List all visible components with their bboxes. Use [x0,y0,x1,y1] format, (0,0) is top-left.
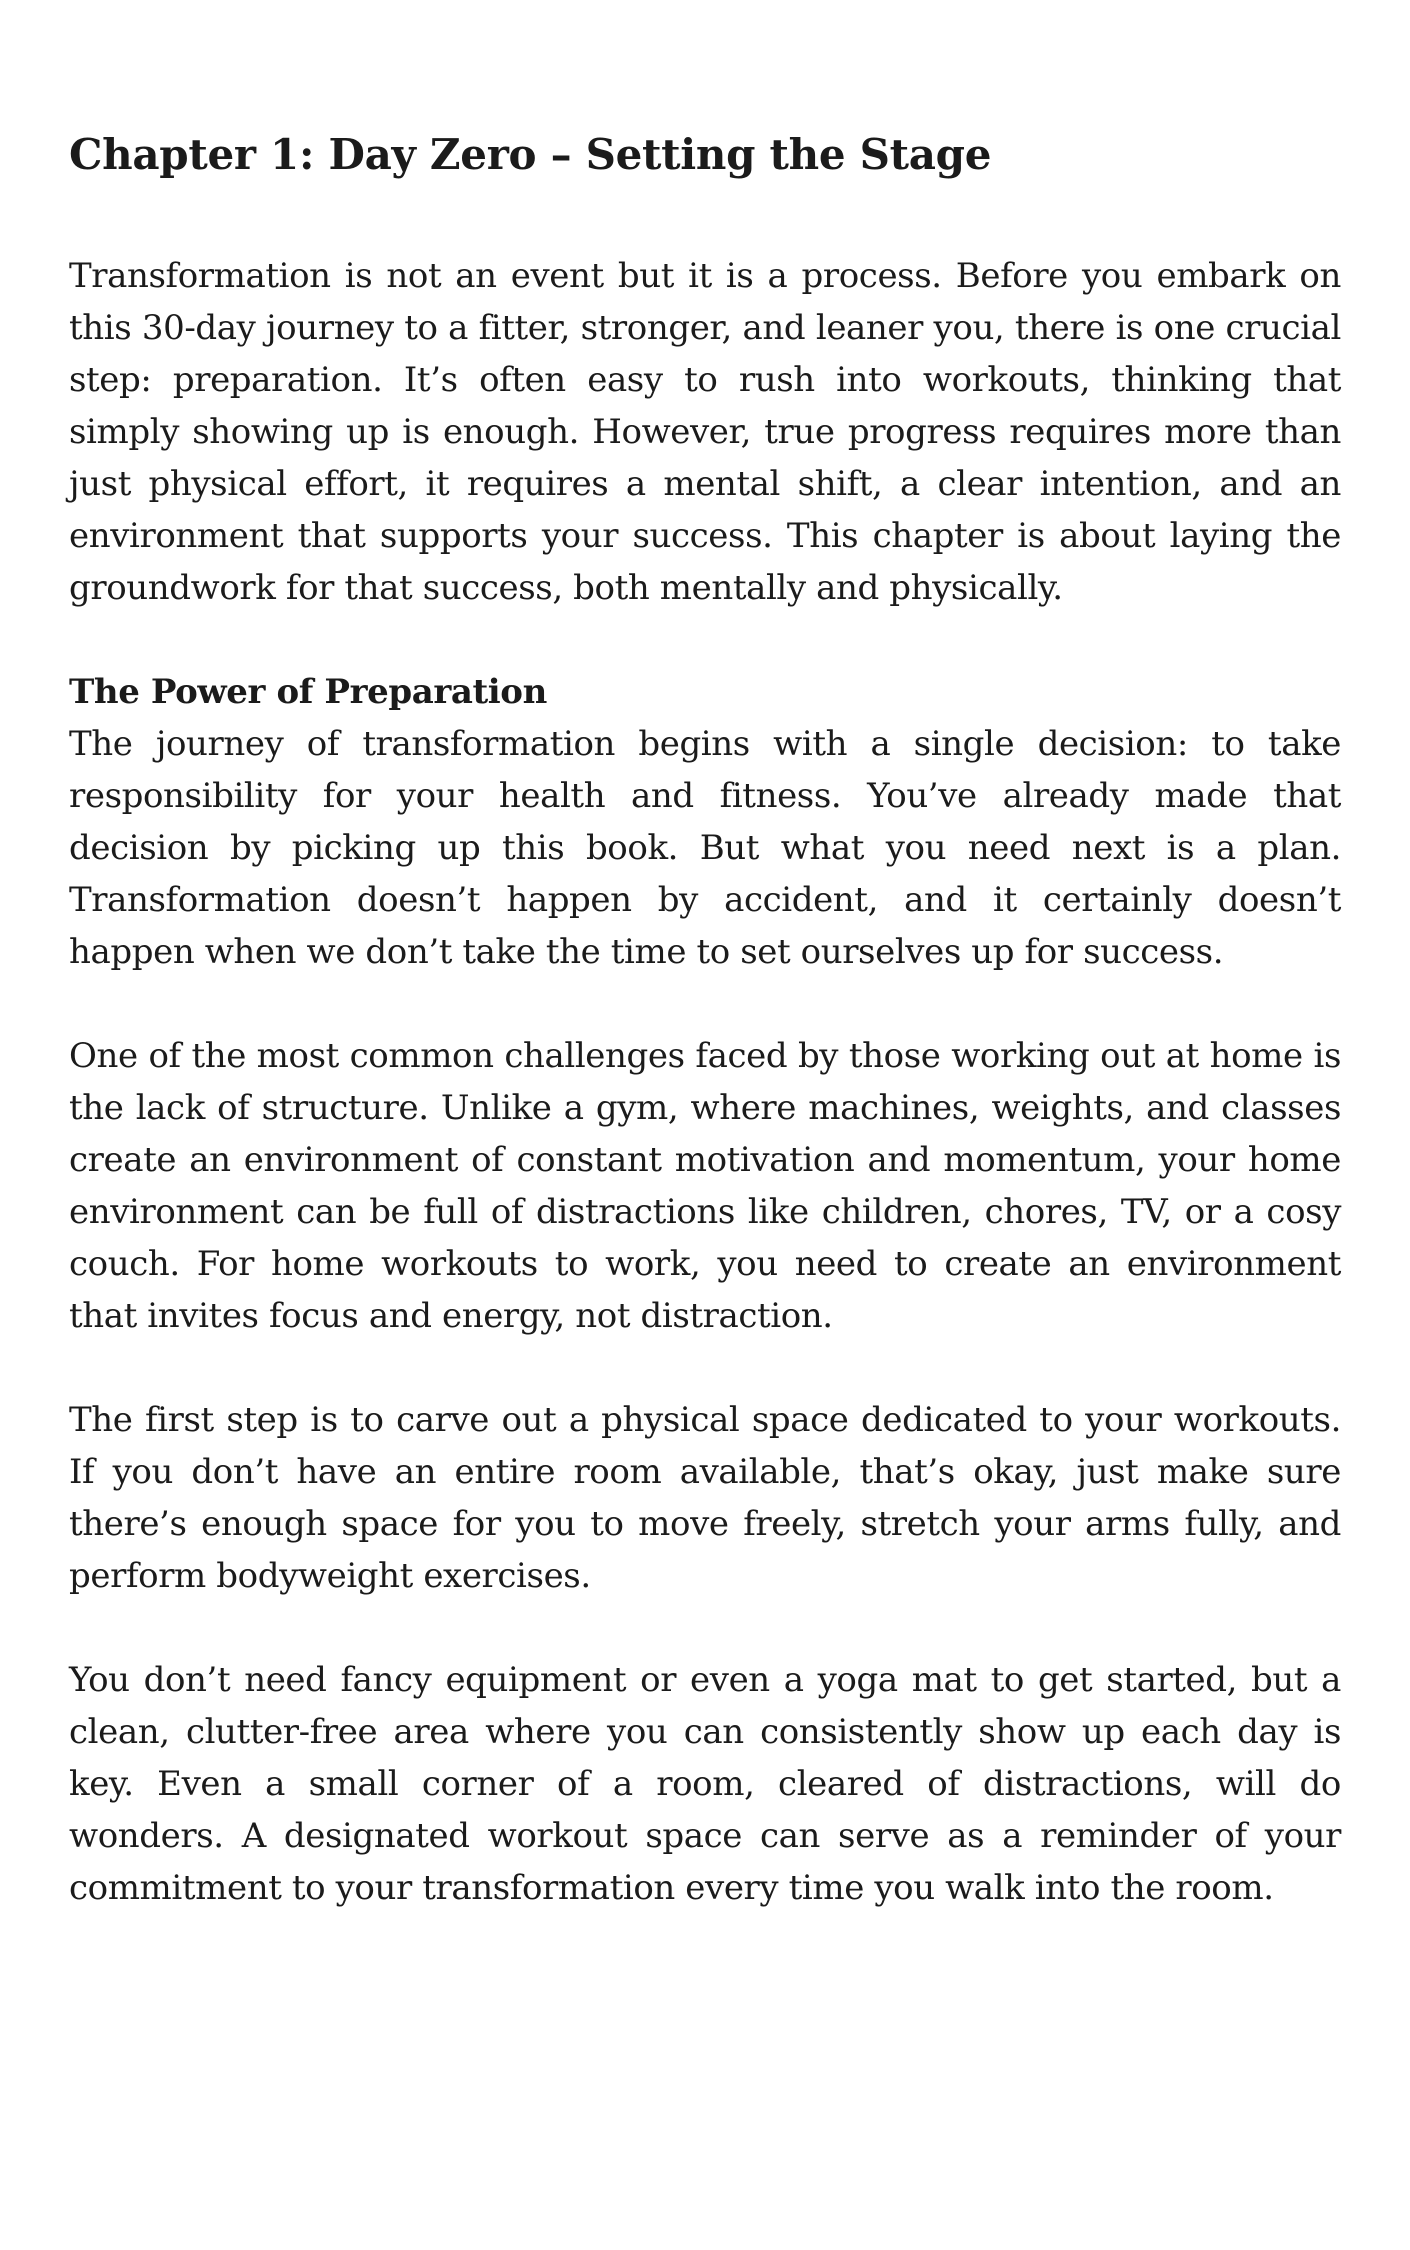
body-paragraph: One of the most common challenges faced by those working out at home is the lack of structure. Unlike a gym, where machines, weights, and classes create an environment of constant motivation and momentum, your home environment can be full of distractions like children, chores, TV, or a cosy couch. For home workouts to work, you need to create an environment that invites focus and energy, not distraction. [69,1036,1341,1336]
body-paragraph: You don’t need fancy equipment or even a yoga mat to get started, but a clean, clutter-free area where you can consistently show up each day is key. Even a small corner of a room, cleared of distractions, will do wonders. A designated workout space can serve as a reminder of your commitment to your transformation every time you walk into the room. [69,1660,1341,1908]
section-heading: The Power of Preparation [69,672,547,712]
chapter-title: Chapter 1: Day Zero – Setting the Stage [69,130,992,179]
body-paragraph: The journey of transformation begins with a single decision: to take responsibility for your health and fitness. You’ve already made that decision by picking up this book. But what you need next is a plan. Transformation doesn’t happen by accident, and it certainly doesn’t happen when we don’t take the time to set ourselves up for success. [69,724,1341,972]
intro-paragraph: Transformation is not an event but it is a process. Before you embark on this 30-day journey to a fitter, stronger, and leaner you, there is one crucial step: preparation. It’s often easy to rush into workouts, thinking that simply showing up is enough. However, true progress requires more than just physical effort, it requires a mental shift, a clear intention, and an environment that supports your success. This chapter is about laying the groundwork for that success, both mentally and physically. [69,256,1341,608]
body-paragraph: The first step is to carve out a physical space dedicated to your workouts. If you don’t have an entire room available, that’s okay, just make sure there’s enough space for you to move freely, stretch your arms fully, and perform bodyweight exercises. [69,1400,1341,1596]
document-page [69,128,1341,1966]
section-power-of-preparation [69,666,1341,1914]
